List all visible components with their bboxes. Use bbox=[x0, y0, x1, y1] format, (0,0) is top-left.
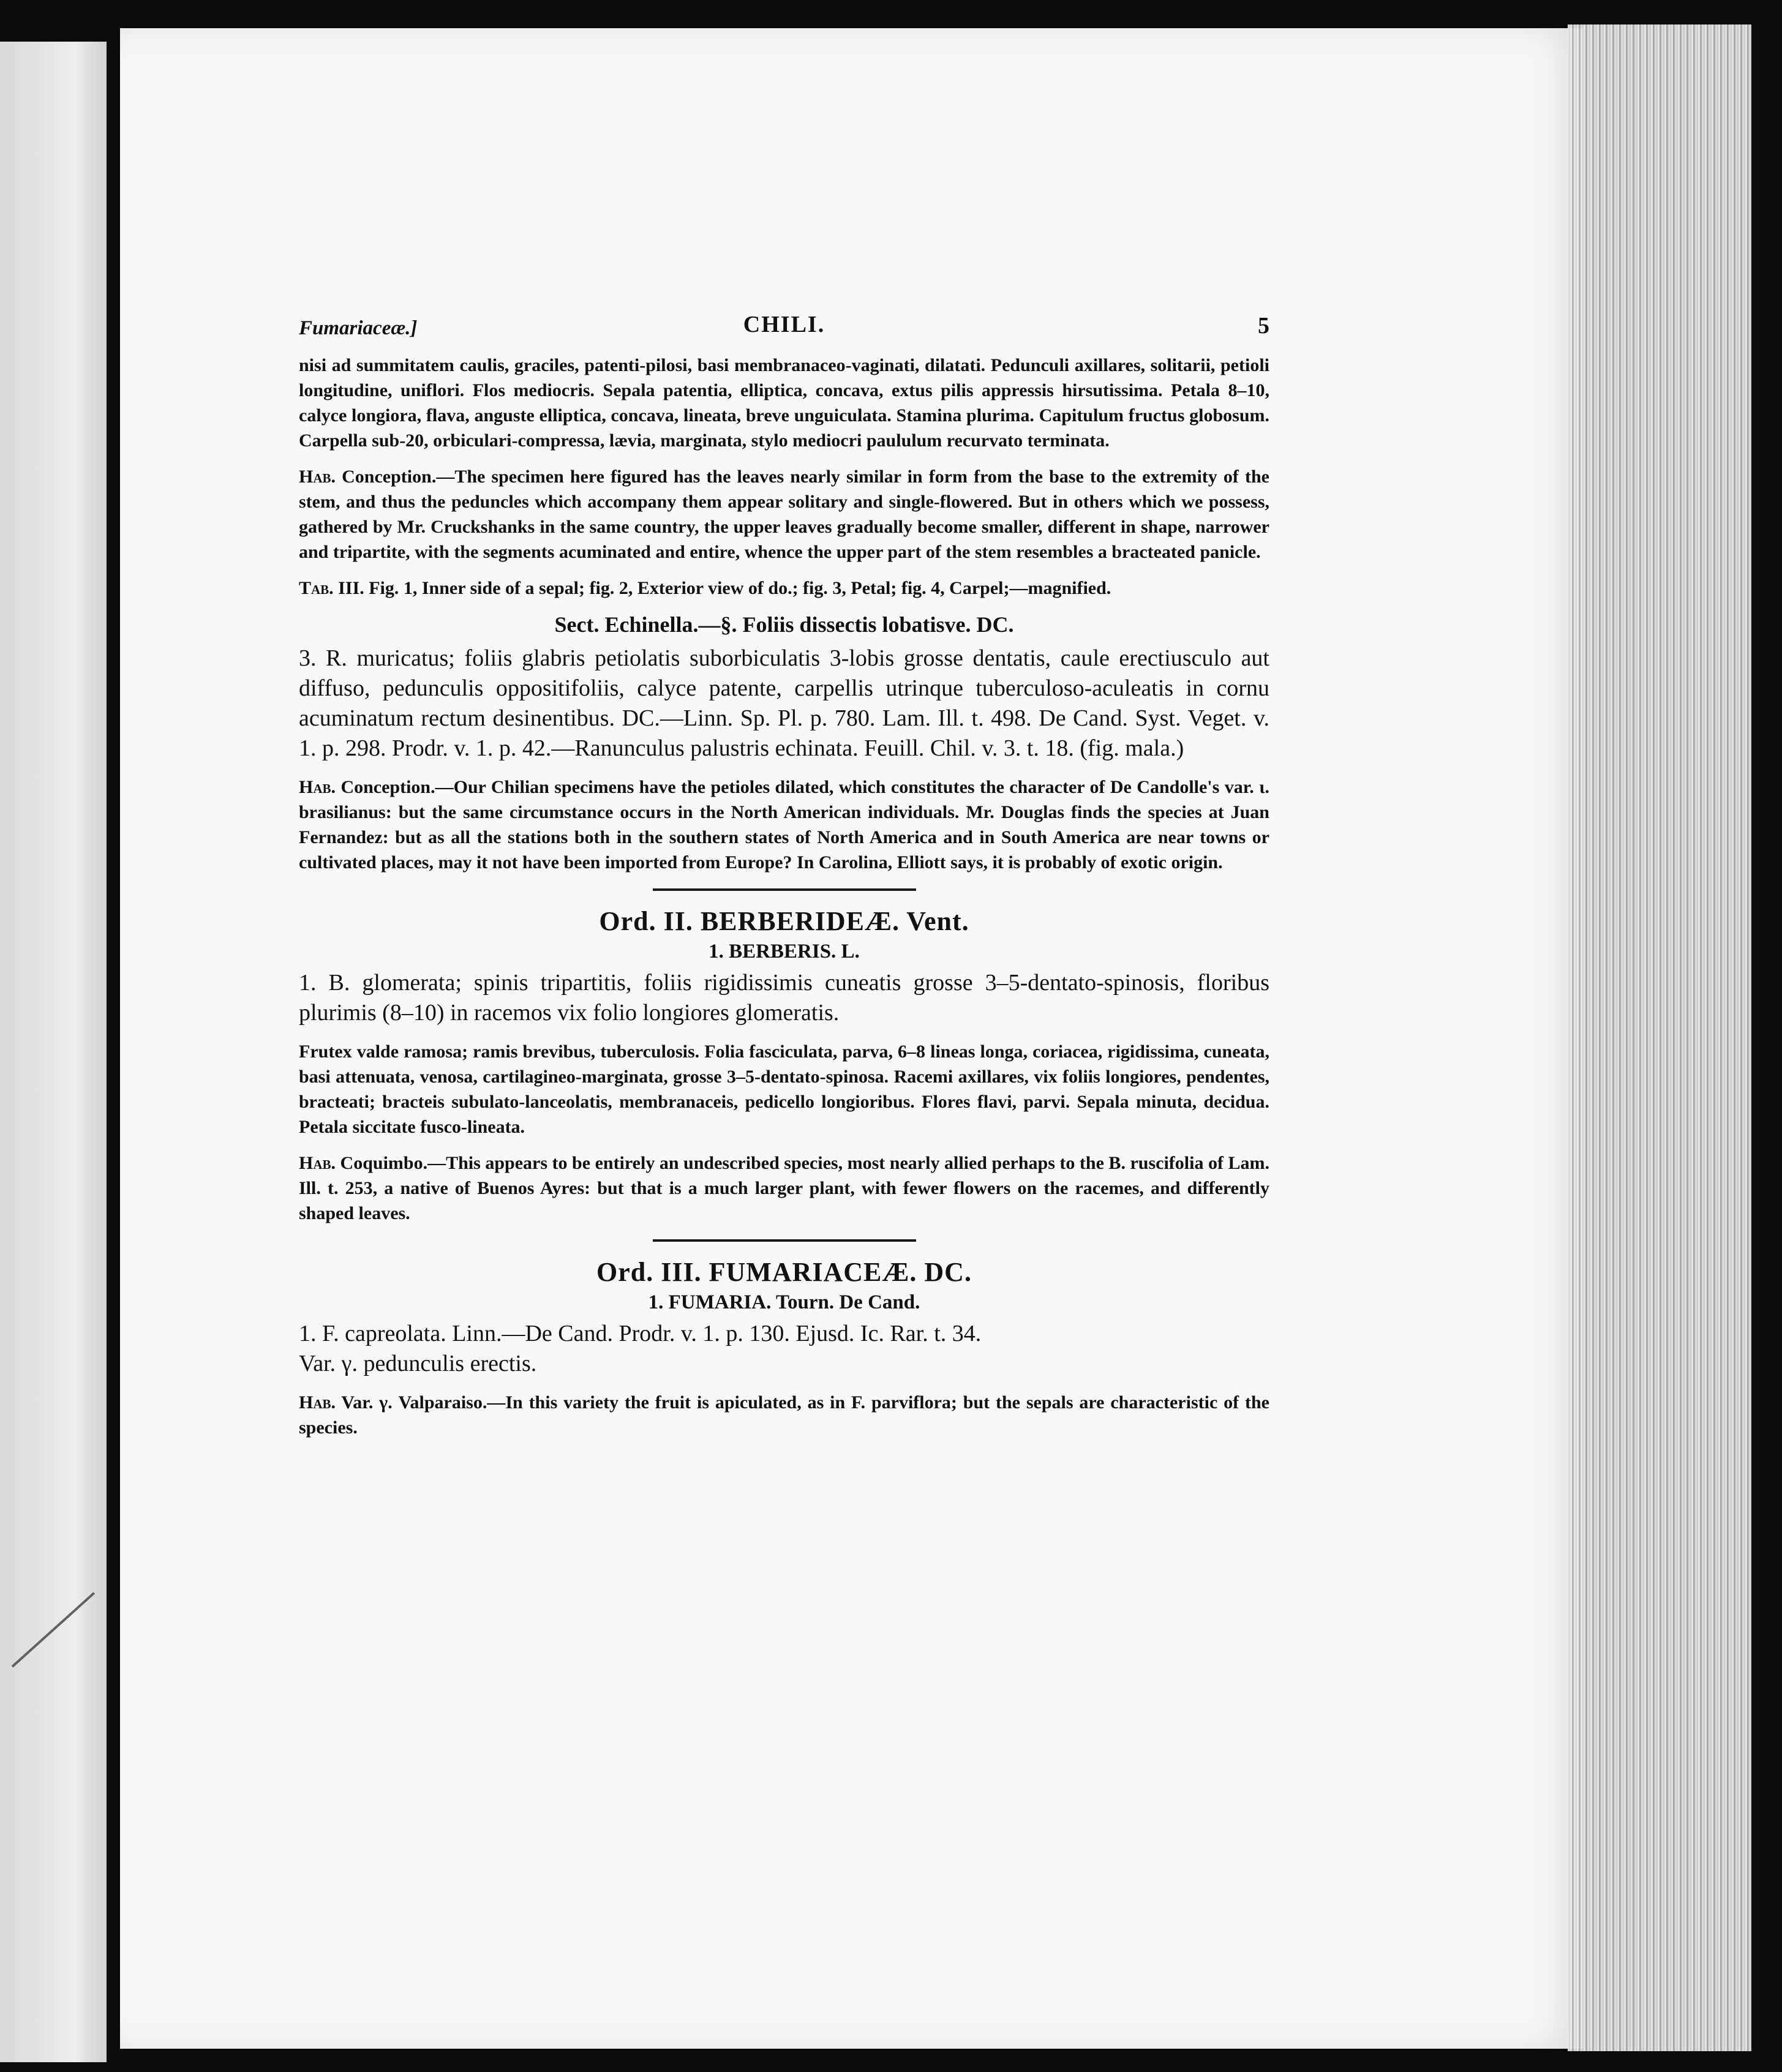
habitat-paragraph-1 bbox=[299, 464, 1269, 565]
order-heading-fumariaceae: Ord. III. FUMARIACEÆ. DC. bbox=[596, 1257, 972, 1287]
section-rule bbox=[653, 1239, 916, 1242]
genus-heading-fumaria: 1. FUMARIA. Tourn. De Cand. bbox=[648, 1291, 920, 1313]
habitat-text: Coquimbo.—This appears to be entirely an undescribed species, most nearly allied perhaps to the B. ruscifolia of Lam. Ill. t. 253, a native of Buenos Ayres: but that is a much larger plant, with fewer flowers on the racemes, and differently shaped leaves. bbox=[299, 1153, 1269, 1223]
left-page-edge bbox=[0, 42, 107, 2062]
plate-caption bbox=[299, 576, 1269, 601]
habitat-label: Hab. bbox=[299, 467, 336, 487]
habitat-label: Hab. bbox=[299, 777, 336, 797]
habitat-label: Hab. bbox=[299, 1392, 336, 1413]
page-number: 5 bbox=[1258, 313, 1269, 339]
habitat-paragraph-3 bbox=[299, 1150, 1269, 1226]
species-diagnosis-fumaria: 1. F. capreolata. Linn.—De Cand. Prodr. v. 1. p. 130. Ejusd. Ic. Rar. t. 34. bbox=[299, 1321, 982, 1346]
habitat-text: Conception.—The specimen here figured has the leaves nearly similar in form from the base to the extremity of the stem, and thus the peduncles which accompany them appear solitary and single-flowered. But in others which we possess, gathered by Mr. Cruckshanks in the same country, the upper leaves gradually become smaller, different in shape, narrower and tripartite, with the segments acuminated and entire, whence the upper part of the stem resembles a bracteated panicle. bbox=[299, 467, 1270, 562]
section-rule bbox=[653, 888, 916, 891]
plate-caption-text: Fig. 1, Inner side of a sepal; fig. 2, Exterior view of do.; fig. 3, Petal; fig. 4, Carpel;—magnified. bbox=[369, 578, 1111, 598]
genus-heading-berberis: 1. BERBERIS. L. bbox=[709, 940, 860, 963]
habitat-text: Conception.—Our Chilian specimens have the petioles dilated, which constitutes the character of De Candolle's var. ι. brasilianus: but the same circumstance occurs in the North American individuals. Mr. Douglas finds the species at Juan Fernandez: but as all the stations both in the southern states of North America and in South America are near towns or cultivated places, may it not have been imported from Europe? In Carolina, Elliott says, it is probably of exotic origin. bbox=[299, 777, 1270, 873]
section-heading: Sect. Echinella.—§. Foliis dissectis lobatisve. DC. bbox=[554, 612, 1014, 637]
berberis-description: Frutex valde ramosa; ramis brevibus, tuberculosis. Folia fasciculata, parva, 6–8 lineas longa, coriacea, rigidissima, cuneata, basi attenuata, venosa, cartilagineo-marginata, grosse 3–5-dentato-spinosa. Racemi axillares, vix foliis longiores, pendentes, bracteati; bracteis subulato-lanceolatis, membranaceis, pedicello longioribus. Flores flavi, parvi. Sepala minuta, decidua. Petala siccitate fusco-lineata. bbox=[299, 1042, 1269, 1137]
habitat-text: Var. γ. Valparaiso.—In this variety the fruit is apiculated, as in F. parviflora; but the sepals are characteristic of the species. bbox=[299, 1392, 1269, 1438]
habitat-paragraph-2 bbox=[299, 775, 1269, 875]
running-head-title: CHILI. bbox=[743, 312, 825, 337]
description-paragraph: nisi ad summitatem caulis, graciles, patenti-pilosi, basi membranaceo-vaginati, dilatati. Pedunculi axillares, solitarii, petioli longitudine, uniflori. Flos mediocris. Sepala patentia, elliptica, concava, extus pilis appressis hirsutissima. Petala 8–10, calyce longiora, flava, anguste elliptica, concava, lineata, breve unguiculata. Stamina plurima. Capitulum fructus globosum. Carpella sub-20, orbiculari-compressa, lævia, marginata, stylo mediocri paululum recurvato terminata. bbox=[299, 355, 1269, 451]
habitat-paragraph-4 bbox=[299, 1390, 1269, 1440]
page-edges-stack bbox=[1568, 24, 1751, 2051]
variety-line: Var. γ. pedunculis erectis. bbox=[299, 1351, 537, 1376]
plate-label: Tab. III. bbox=[299, 578, 364, 598]
habitat-label: Hab. bbox=[299, 1153, 336, 1173]
running-head bbox=[299, 311, 1269, 345]
running-head-left: Fumariaceæ.] bbox=[299, 317, 418, 339]
species-diagnosis-3: 3. R. muricatus; foliis glabris petiolatis suborbiculatis 3-lobis grosse dentatis, caule erectiusculo aut diffuso, pedunculis oppositifoliis, calyce patente, carpellis utrinque tuberculoso-aculeatis in cornu acuminatum rectum desinentibus. DC.—Linn. Sp. Pl. p. 780. Lam. Ill. t. 498. De Cand. Syst. Veget. v. 1. p. 298. Prodr. v. 1. p. 42.—Ranunculus palustris echinata. Feuill. Chil. v. 3. t. 18. (fig. mala.) bbox=[299, 645, 1269, 761]
species-diagnosis-berberis: 1. B. glomerata; spinis tripartitis, foliis rigidissimis cuneatis grosse 3–5-dentato-spinosis, floribus plurimis (8–10) in racemos vix folio longiores glomeratis. bbox=[299, 970, 1269, 1026]
page-text bbox=[299, 311, 1269, 1440]
order-heading-berberideae: Ord. II. BERBERIDEÆ. Vent. bbox=[599, 906, 969, 936]
